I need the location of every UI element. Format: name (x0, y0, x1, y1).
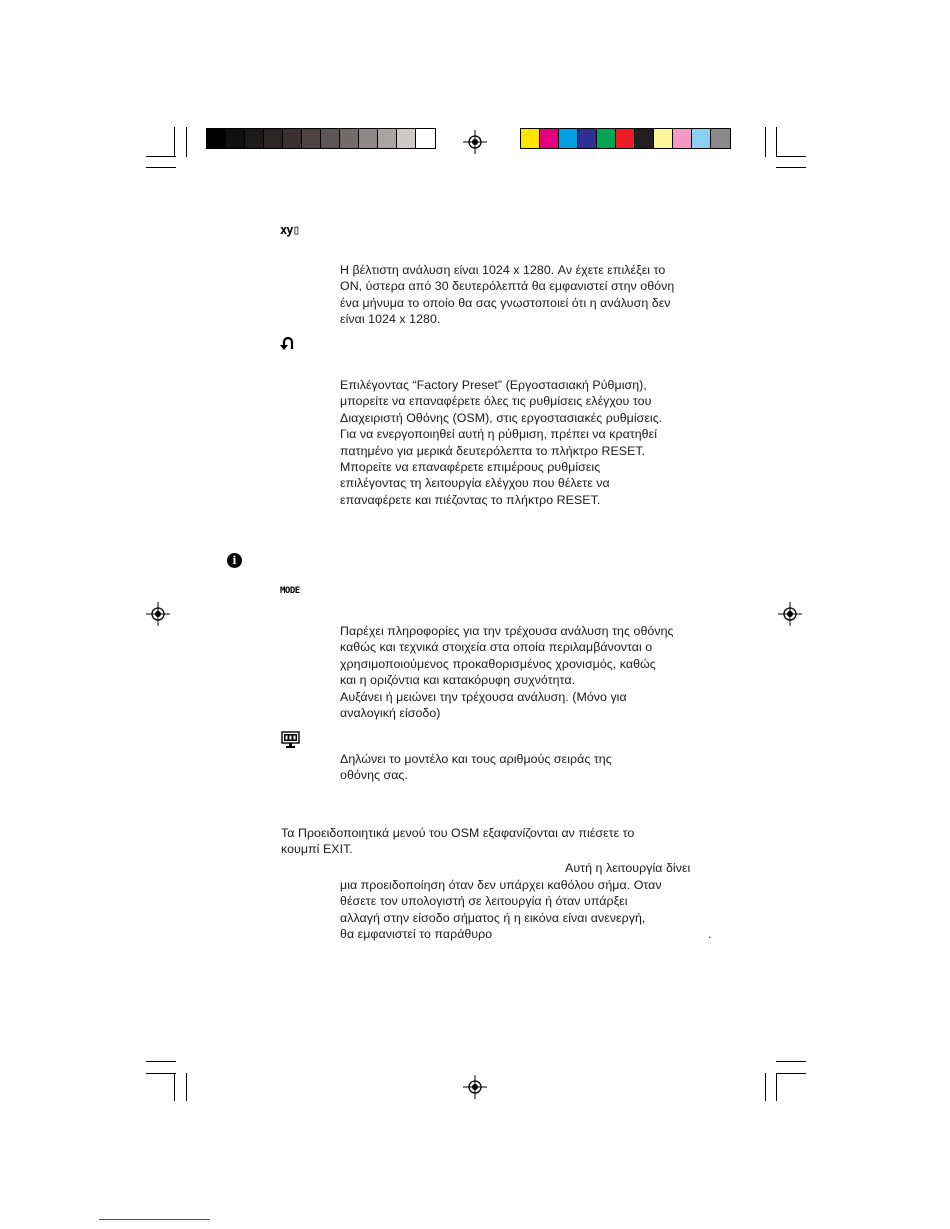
color-swatch-9 (692, 129, 711, 148)
gray-swatch-2 (245, 129, 264, 148)
reset-arrow-icon (280, 335, 298, 353)
color-swatch-8 (673, 129, 692, 148)
color-swatch-3 (578, 129, 597, 148)
registration-mark-icon (463, 1075, 487, 1099)
color-swatch-4 (597, 129, 616, 148)
resolution-notifier-text: Η βέλτιστη ανάλυση είναι 1024 x 1280. Αν έχετε επιλέξει το ON, ύστερα από 30 δευτερόλεπτά θα εμφανιστεί στην οθόνη ένα μήνυμα το οποίο θα σας γνωστοποιεί ότι η ανάλυση δεν είναι 1024 x 1280. (340, 263, 675, 327)
gray-swatch-0 (207, 129, 226, 148)
color-swatch-5 (616, 129, 635, 148)
gray-swatch-7 (340, 129, 359, 148)
gray-swatch-3 (264, 129, 283, 148)
gray-swatch-11 (416, 129, 435, 148)
no-signal-text: μια προειδοποίηση όταν δεν υπάρχει καθόλου σήμα. Οταν θέσετε τον υπολογιστή σε λειτουργία ή όταν υπάρξει αλλαγή στην είσοδο σήματος ή η εικόνα είναι ανενεργή, (340, 878, 662, 925)
gray-swatch-8 (359, 129, 378, 148)
xy-resolution-icon: xy▯ (280, 223, 300, 238)
osm-warning-text: Τα Προειδοποιητικά μενού του OSM εξαφανίζονται αν πιέσετε το κουμπί EXIT. (281, 826, 635, 857)
monitor-info-text: Δηλώνει το μοντέλο και τους αριθμούς σειράς της οθόνης σας. (340, 752, 612, 783)
registration-mark-icon (463, 130, 487, 154)
registration-mark-icon (778, 602, 802, 626)
gray-scale-bar (206, 128, 436, 149)
color-swatch-6 (635, 129, 654, 148)
gray-swatch-10 (397, 129, 416, 148)
color-patch-bar (520, 128, 731, 149)
gray-swatch-5 (302, 129, 321, 148)
bottom-rule (99, 1219, 210, 1220)
gray-swatch-9 (378, 129, 397, 148)
registration-mark-icon (146, 602, 170, 626)
color-swatch-2 (559, 129, 578, 148)
mode-icon: MODE (280, 586, 300, 596)
no-signal-last-line: θα εμφανιστεί το παράθυρο (340, 927, 493, 941)
no-signal-end-mark: . (708, 927, 712, 941)
display-mode-text: Παρέχει πληροφορίες για την τρέχουσα ανάλυση της οθόνης καθώς και τεχνικά στοιχεία στα οποία περιλαμβάνονται ο χρησιμοποιούμενος προκαθορισμένος χρονισμός, καθώς και η οριζόντια και κατακόρυφη συχνότητα. Αυξάνει ή μειώνει την τρέχουσα ανάλυση. (Μόνο για αναλογική είσοδο) (340, 624, 674, 721)
color-swatch-1 (540, 129, 559, 148)
info-icon: i (227, 553, 242, 568)
gray-swatch-1 (226, 129, 245, 148)
gray-swatch-4 (283, 129, 302, 148)
factory-preset-text: Επιλέγοντας “Factory Preset” (Εργοστασιακή Ρύθμιση), μπορείτε να επαναφέρετε όλες τις ρυθμίσεις ελέγχου του Διαχειριστή Οθόνης (OSM), στις εργοστασιακές ρυθμίσεις. Για να ενεργοποιηθεί αυτή η ρύθμιση, πρέπει να κρατηθεί πατημένο για μερικά δευτερόλεπτα το πλήκτρο RESET. Μπορείτε να επαναφέρετε επιμέρους ρυθμίσεις επιλέγοντας τη λειτουργία ελέγχου που θέλετε να επαναφέρετε και πιέζοντας το πλήκτρο RESET. (340, 378, 663, 507)
color-swatch-0 (521, 129, 540, 148)
gray-swatch-6 (321, 129, 340, 148)
no-signal-lead: Αυτή η λειτουργία δίνει (565, 861, 691, 875)
color-swatch-7 (654, 129, 673, 148)
color-swatch-10 (711, 129, 730, 148)
monitor-info-icon (281, 731, 300, 749)
